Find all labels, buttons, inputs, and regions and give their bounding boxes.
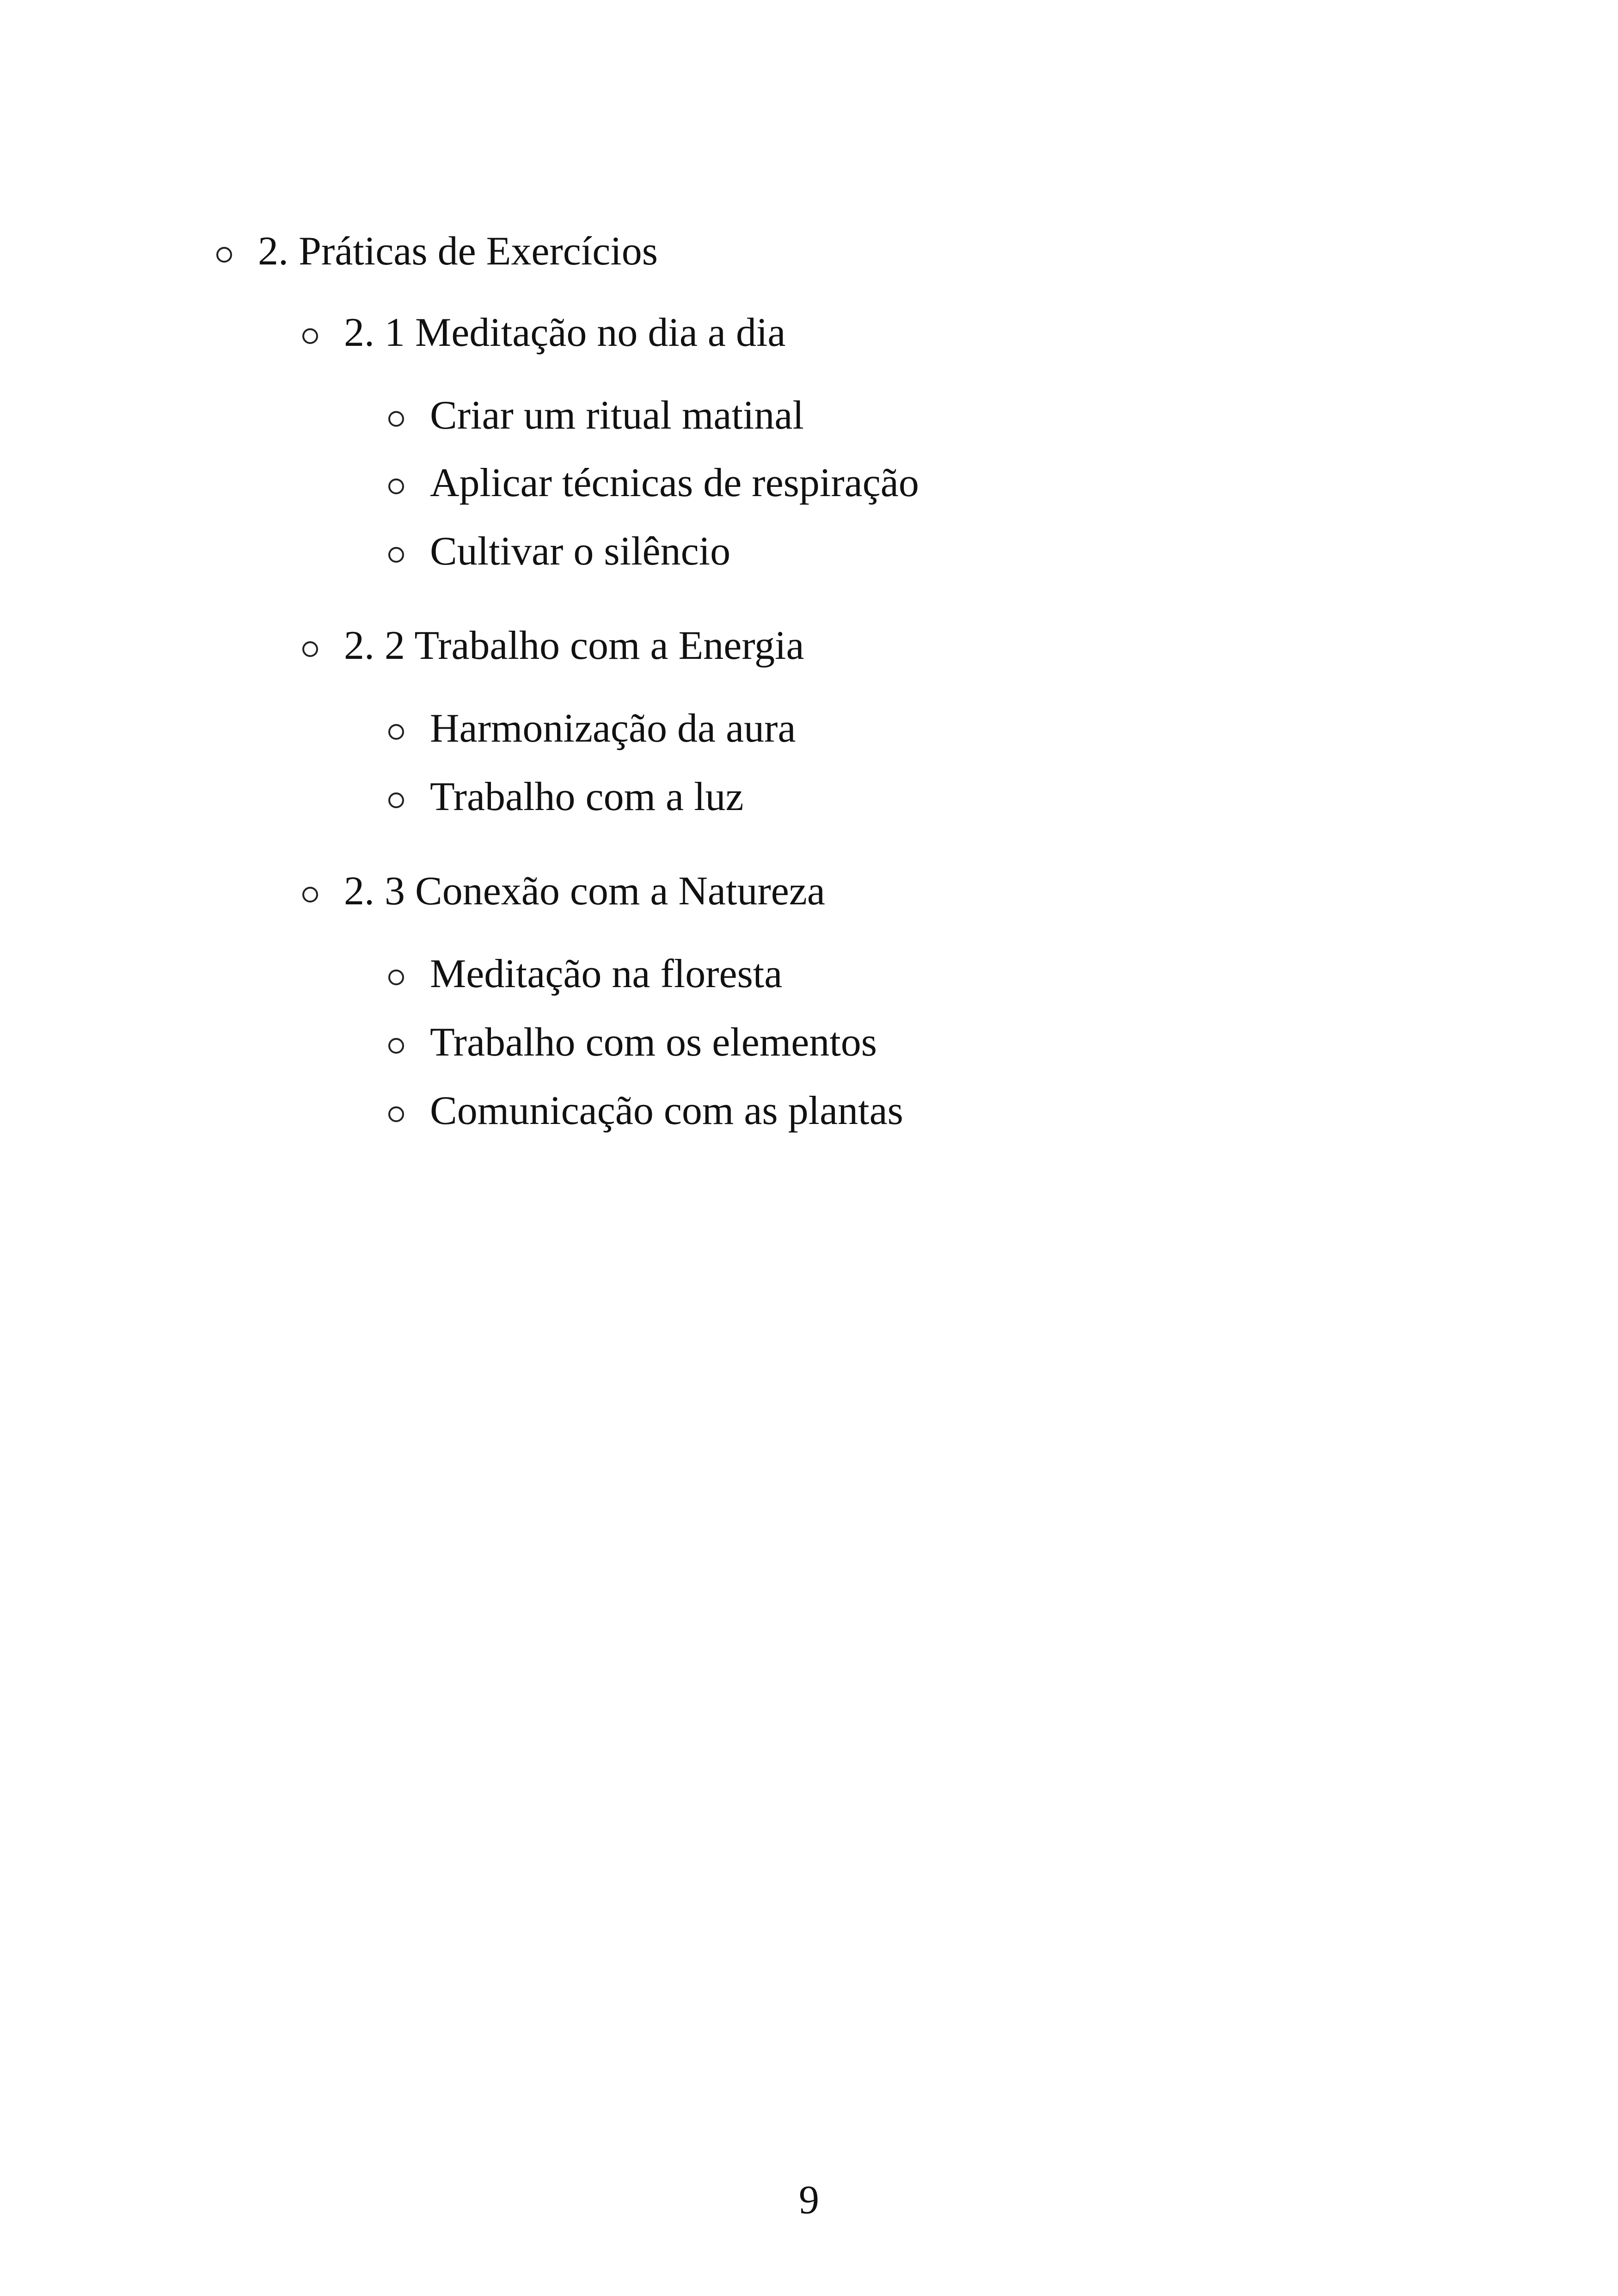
outline-list-item [388, 774, 744, 819]
circle-bullet-icon [388, 724, 404, 740]
outline-list-item [388, 531, 730, 572]
outline-subsection-item [302, 871, 825, 912]
outline-list-item [388, 460, 919, 505]
circle-bullet-icon [388, 547, 404, 563]
outline-section-label: 2. Práticas de Exercícios [258, 229, 658, 274]
circle-bullet-icon [388, 1038, 404, 1054]
circle-bullet-icon [388, 411, 404, 427]
outline-item-label: Harmonização da aura [430, 706, 796, 751]
circle-bullet-icon [302, 641, 318, 657]
circle-bullet-icon [216, 247, 232, 263]
circle-bullet-icon [388, 970, 404, 985]
outline-item-label: Criar um ritual matinal [430, 393, 804, 438]
outline-subsection-label: 2. 3 Conexão com a Natureza [344, 869, 825, 914]
circle-bullet-icon [302, 328, 318, 344]
outline-item-label: Aplicar técnicas de respiração [430, 460, 919, 505]
outline-list-item [388, 708, 796, 749]
circle-bullet-icon [388, 1106, 404, 1122]
outline-list-item [388, 395, 804, 436]
page-number: 9 [799, 2178, 819, 2222]
outline-item-label: Trabalho com a luz [430, 774, 744, 819]
outline-section-item [216, 231, 658, 272]
outline-list-item [388, 1088, 903, 1133]
outline-subsection-label: 2. 1 Meditação no dia a dia [344, 310, 786, 355]
outline-list-item [388, 954, 782, 995]
outline-subsection-item [302, 623, 804, 668]
circle-bullet-icon [302, 887, 318, 902]
circle-bullet-icon [388, 792, 404, 808]
outline-item-label: Meditação na floresta [430, 952, 783, 996]
outline-item-label: Cultivar o silêncio [430, 529, 731, 574]
outline-item-label: Trabalho com os elementos [430, 1020, 877, 1065]
outline-subsection-label: 2. 2 Trabalho com a Energia [344, 623, 804, 668]
outline-list-item [388, 1022, 877, 1063]
circle-bullet-icon [388, 479, 404, 494]
outline-item-label: Comunicação com as plantas [430, 1088, 903, 1133]
outline-subsection-item [302, 310, 786, 355]
